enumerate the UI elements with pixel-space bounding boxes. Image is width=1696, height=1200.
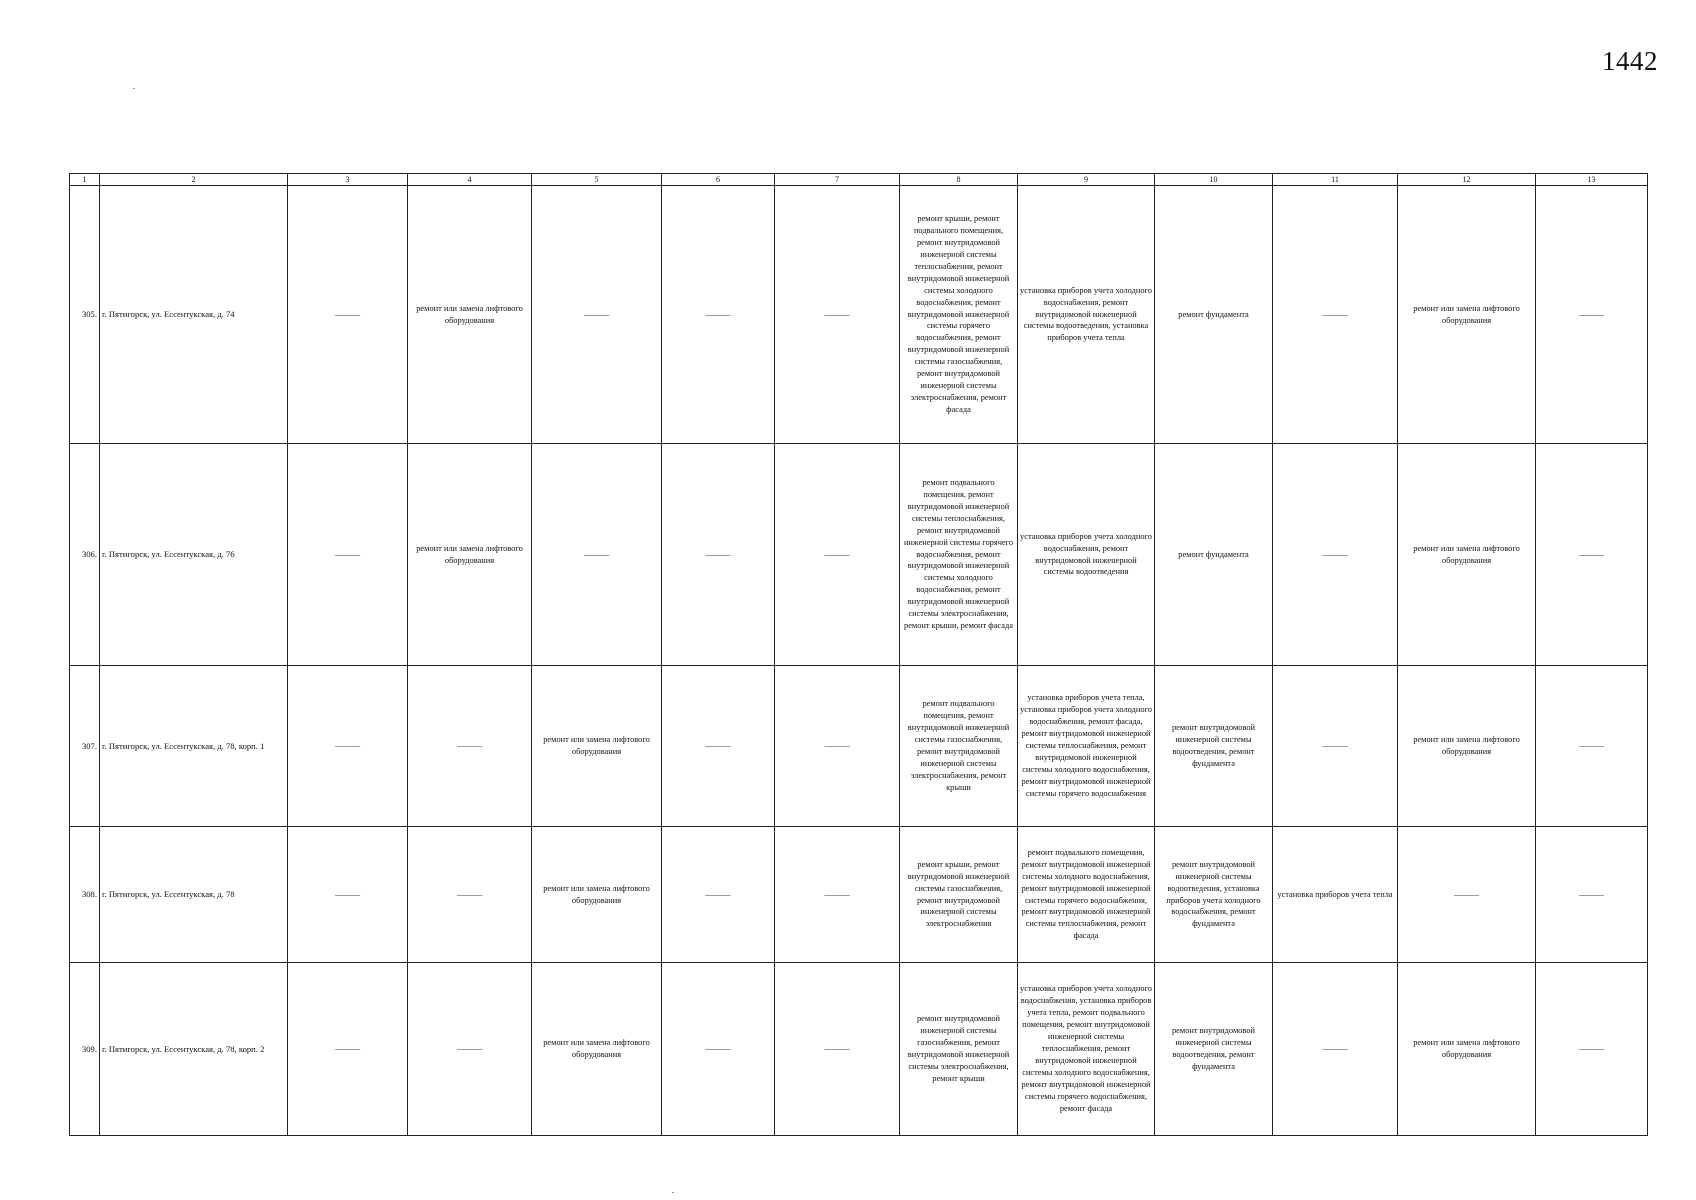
cell-col-11: ———: [1273, 666, 1398, 827]
page-number: 1442: [1602, 46, 1658, 76]
cell-col-9: ремонт подвального помещения, ремонт внутридомовой инженерной системы холодного водоснабжения, ремонт внутридомовой инженерной системы горячего водоснабжения, ремонт внутридомовой инженерной системы теплоснабжения, ремонт фасада: [1018, 827, 1155, 963]
cell-col-10: ремонт фундамента: [1155, 444, 1273, 666]
row-number: 308.: [70, 827, 100, 963]
cell-col-4: ремонт или замена лифтового оборудования: [408, 444, 532, 666]
cell-col-4: ремонт или замена лифтового оборудования: [408, 186, 532, 444]
column-number-row: [70, 174, 1648, 186]
cell-col-11: ———: [1273, 963, 1398, 1136]
cell-col-6: ———: [662, 827, 775, 963]
table-row: [70, 186, 1648, 444]
column-number: 12: [1398, 174, 1536, 186]
cell-col-9: установка приборов учета холодного водоснабжения, ремонт внутридомовой инженерной системы водоотведения, установка приборов учета тепла: [1018, 186, 1155, 444]
column-number: 11: [1273, 174, 1398, 186]
cell-col-11: ———: [1273, 444, 1398, 666]
row-number: 309.: [70, 963, 100, 1136]
cell-col-5: ремонт или замена лифтового оборудования: [532, 827, 662, 963]
cell-col-6: ———: [662, 963, 775, 1136]
row-number: 306.: [70, 444, 100, 666]
cell-col-12: ремонт или замена лифтового оборудования: [1398, 666, 1536, 827]
cell-col-10: ремонт внутридомовой инженерной системы водоотведения, установка приборов учета холодного водоснабжения, ремонт фундамента: [1155, 827, 1273, 963]
address-cell: г. Пятигорск, ул. Ессентукская, д. 74: [100, 186, 288, 444]
scan-speck: [133, 88, 135, 89]
cell-col-12: ремонт или замена лифтового оборудования: [1398, 444, 1536, 666]
column-number: 13: [1536, 174, 1648, 186]
cell-col-7: ———: [775, 827, 900, 963]
address-cell: г. Пятигорск, ул. Ессентукская, д. 76: [100, 444, 288, 666]
cell-col-10: ремонт внутридомовой инженерной системы водоотведения, ремонт фундамента: [1155, 963, 1273, 1136]
cell-col-6: ———: [662, 666, 775, 827]
address-cell: г. Пятигорск, ул. Ессентукская, д. 78, корп. 2: [100, 963, 288, 1136]
cell-col-12: ———: [1398, 827, 1536, 963]
cell-col-7: ———: [775, 666, 900, 827]
cell-col-5: ремонт или замена лифтового оборудования: [532, 666, 662, 827]
cell-col-12: ремонт или замена лифтового оборудования: [1398, 963, 1536, 1136]
cell-col-11: установка приборов учета тепла: [1273, 827, 1398, 963]
cell-col-8: ремонт подвального помещения, ремонт внутридомовой инженерной системы теплоснабжения, ремонт внутридомовой инженерной системы горячего водоснабжения, ремонт внутридомовой инженерной системы холодного водоснабжения, ремонт внутридомовой инженерной системы электроснабжения, ремонт крыши, ремонт фасада: [900, 444, 1018, 666]
cell-col-3: ———: [288, 963, 408, 1136]
table-row: [70, 963, 1648, 1136]
cell-col-12: ремонт или замена лифтового оборудования: [1398, 186, 1536, 444]
cell-col-7: ———: [775, 963, 900, 1136]
scan-speck: [672, 1192, 674, 1193]
column-number: 5: [532, 174, 662, 186]
column-number: 4: [408, 174, 532, 186]
column-number: 3: [288, 174, 408, 186]
cell-col-10: ремонт внутридомовой инженерной системы водоотведения, ремонт фундамента: [1155, 666, 1273, 827]
cell-col-10: ремонт фундамента: [1155, 186, 1273, 444]
cell-col-3: ———: [288, 444, 408, 666]
cell-col-5: ———: [532, 444, 662, 666]
cell-col-13: ———: [1536, 827, 1648, 963]
cell-col-8: ремонт внутридомовой инженерной системы газоснабжения, ремонт внутридомовой инженерной системы электроснабжения, ремонт крыши: [900, 963, 1018, 1136]
cell-col-4: ———: [408, 963, 532, 1136]
cell-col-5: ———: [532, 186, 662, 444]
address-cell: г. Пятигорск, ул. Ессентукская, д. 78: [100, 827, 288, 963]
cell-col-5: ремонт или замена лифтового оборудования: [532, 963, 662, 1136]
cell-col-3: ———: [288, 666, 408, 827]
cell-col-13: ———: [1536, 444, 1648, 666]
column-number: 8: [900, 174, 1018, 186]
column-number: 7: [775, 174, 900, 186]
column-number: 1: [70, 174, 100, 186]
cell-col-8: ремонт подвального помещения, ремонт внутридомовой инженерной системы газоснабжения, ремонт внутридомовой инженерной системы электроснабжения, ремонт крыши: [900, 666, 1018, 827]
row-number: 305.: [70, 186, 100, 444]
table-row: [70, 827, 1648, 963]
column-number: 6: [662, 174, 775, 186]
cell-col-13: ———: [1536, 186, 1648, 444]
cell-col-3: ———: [288, 827, 408, 963]
cell-col-9: установка приборов учета холодного водоснабжения, установка приборов учета тепла, ремонт подвального помещения, ремонт внутридомовой инженерной системы теплоснабжения, ремонт внутридомовой инженерной системы холодного водоснабжения, ремонт внутридомовой инженерной системы горячего водоснабжения, ремонт фасада: [1018, 963, 1155, 1136]
cell-col-4: ———: [408, 827, 532, 963]
cell-col-6: ———: [662, 444, 775, 666]
cell-col-3: ———: [288, 186, 408, 444]
table-row: [70, 666, 1648, 827]
cell-col-11: ———: [1273, 186, 1398, 444]
cell-col-7: ———: [775, 444, 900, 666]
column-number: 9: [1018, 174, 1155, 186]
column-number: 2: [100, 174, 288, 186]
cell-col-13: ———: [1536, 963, 1648, 1136]
address-cell: г. Пятигорск, ул. Ессентукская, д. 78, корп. 1: [100, 666, 288, 827]
cell-col-8: ремонт крыши, ремонт внутридомовой инженерной системы газоснабжения, ремонт внутридомовой инженерной системы электроснабжения: [900, 827, 1018, 963]
table-row: [70, 444, 1648, 666]
column-number: 10: [1155, 174, 1273, 186]
cell-col-13: ———: [1536, 666, 1648, 827]
row-number: 307.: [70, 666, 100, 827]
cell-col-7: ———: [775, 186, 900, 444]
cell-col-6: ———: [662, 186, 775, 444]
cell-col-9: установка приборов учета тепла, установка приборов учета холодного водоснабжения, ремонт фасада, ремонт внутридомовой инженерной системы теплоснабжения, ремонт внутридомовой инженерной системы холодного водоснабжения, ремонт внутридомовой инженерной системы горячего водоснабжения: [1018, 666, 1155, 827]
cell-col-9: установка приборов учета холодного водоснабжения, ремонт внутридомовой инженерной системы водоотведения: [1018, 444, 1155, 666]
cell-col-8: ремонт крыши, ремонт подвального помещения, ремонт внутридомовой инженерной системы теплоснабжения, ремонт внутридомовой инженерной системы холодного водоснабжения, ремонт внутридомовой инженерной системы горячего водоснабжения, ремонт внутридомовой инженерной системы газоснабжения, ремонт внутридомовой инженерной системы электроснабжения, ремонт фасада: [900, 186, 1018, 444]
cell-col-4: ———: [408, 666, 532, 827]
repair-schedule-table: [69, 173, 1648, 1136]
